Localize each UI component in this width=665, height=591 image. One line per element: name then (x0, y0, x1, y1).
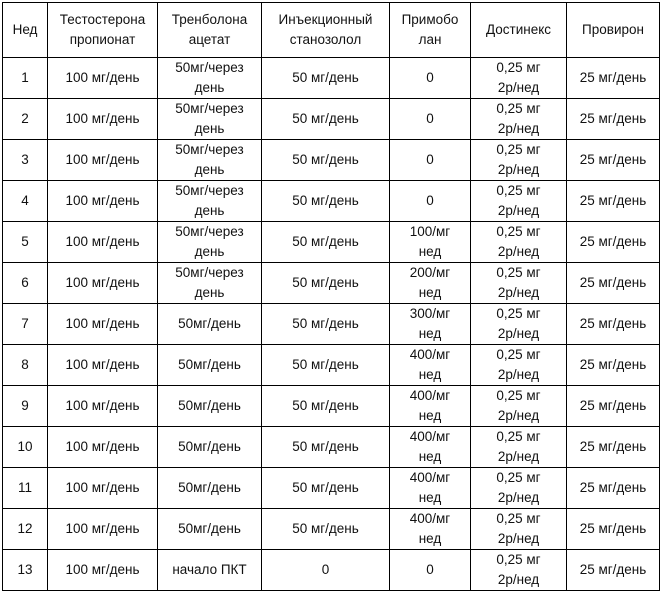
cell-injectable-stanozolol: 50 мг/день (262, 427, 390, 468)
cell-dostinex: 0,25 мг 2р/нед (471, 509, 567, 550)
table-row (3, 140, 660, 181)
cell-week: 1 (3, 58, 48, 99)
cell-trenbolone-acetate: 50мг/через день (158, 263, 262, 304)
cell-testosterone-propionate: 100 мг/день (48, 99, 158, 140)
header-trenbolone-acetate: Тренболона ацетат (158, 3, 262, 58)
cell-week: 2 (3, 99, 48, 140)
cell-week: 13 (3, 550, 48, 591)
cell-injectable-stanozolol: 50 мг/день (262, 468, 390, 509)
cell-dostinex: 0,25 мг 2р/нед (471, 345, 567, 386)
cell-dostinex: 0,25 мг 2р/нед (471, 468, 567, 509)
header-proviron: Провирон (567, 3, 660, 58)
cell-proviron: 25 мг/день (567, 58, 660, 99)
cell-dostinex: 0,25 мг 2р/нед (471, 99, 567, 140)
cell-primobolan: 200/мг нед (390, 263, 471, 304)
cell-dostinex: 0,25 мг 2р/нед (471, 550, 567, 591)
table-row (3, 181, 660, 222)
dosage-table (2, 2, 660, 591)
cell-week: 8 (3, 345, 48, 386)
cell-dostinex: 0,25 мг 2р/нед (471, 181, 567, 222)
header-week: Нед (3, 3, 48, 58)
cell-injectable-stanozolol: 50 мг/день (262, 99, 390, 140)
cell-week: 6 (3, 263, 48, 304)
cell-dostinex: 0,25 мг 2р/нед (471, 222, 567, 263)
header-row (3, 3, 660, 58)
cell-proviron: 25 мг/день (567, 263, 660, 304)
table-row (3, 58, 660, 99)
cell-primobolan: 400/мг нед (390, 345, 471, 386)
cell-injectable-stanozolol: 50 мг/день (262, 386, 390, 427)
cell-week: 7 (3, 304, 48, 345)
cell-week: 11 (3, 468, 48, 509)
cell-dostinex: 0,25 мг 2р/нед (471, 263, 567, 304)
cell-testosterone-propionate: 100 мг/день (48, 509, 158, 550)
cell-trenbolone-acetate: 50мг/день (158, 386, 262, 427)
table-row (3, 304, 660, 345)
cell-trenbolone-acetate: 50мг/через день (158, 99, 262, 140)
cell-injectable-stanozolol: 50 мг/день (262, 304, 390, 345)
cell-proviron: 25 мг/день (567, 304, 660, 345)
cell-proviron: 25 мг/день (567, 345, 660, 386)
cell-testosterone-propionate: 100 мг/день (48, 550, 158, 591)
cell-trenbolone-acetate: начало ПКТ (158, 550, 262, 591)
cell-injectable-stanozolol: 0 (262, 550, 390, 591)
cell-proviron: 25 мг/день (567, 99, 660, 140)
cell-trenbolone-acetate: 50мг/день (158, 509, 262, 550)
cell-dostinex: 0,25 мг 2р/нед (471, 386, 567, 427)
cell-injectable-stanozolol: 50 мг/день (262, 140, 390, 181)
header-primobolan: Примобо лан (390, 3, 471, 58)
cell-week: 4 (3, 181, 48, 222)
header-dostinex: Достинекс (471, 3, 567, 58)
table-row (3, 99, 660, 140)
table-body (3, 58, 660, 591)
cell-week: 12 (3, 509, 48, 550)
cell-proviron: 25 мг/день (567, 550, 660, 591)
cell-trenbolone-acetate: 50мг/день (158, 345, 262, 386)
cell-proviron: 25 мг/день (567, 509, 660, 550)
cell-trenbolone-acetate: 50мг/через день (158, 222, 262, 263)
cell-primobolan: 400/мг нед (390, 468, 471, 509)
cell-trenbolone-acetate: 50мг/через день (158, 181, 262, 222)
cell-primobolan: 0 (390, 550, 471, 591)
cell-week: 5 (3, 222, 48, 263)
table-row (3, 345, 660, 386)
cell-proviron: 25 мг/день (567, 386, 660, 427)
cell-primobolan: 0 (390, 58, 471, 99)
cell-testosterone-propionate: 100 мг/день (48, 58, 158, 99)
cell-proviron: 25 мг/день (567, 181, 660, 222)
cell-proviron: 25 мг/день (567, 222, 660, 263)
cell-primobolan: 100/мг нед (390, 222, 471, 263)
cell-testosterone-propionate: 100 мг/день (48, 140, 158, 181)
table-row (3, 509, 660, 550)
cell-primobolan: 0 (390, 99, 471, 140)
cell-proviron: 25 мг/день (567, 427, 660, 468)
cell-testosterone-propionate: 100 мг/день (48, 427, 158, 468)
cell-testosterone-propionate: 100 мг/день (48, 222, 158, 263)
cell-injectable-stanozolol: 50 мг/день (262, 345, 390, 386)
cell-dostinex: 0,25 мг 2р/нед (471, 140, 567, 181)
table-row (3, 468, 660, 509)
cell-injectable-stanozolol: 50 мг/день (262, 509, 390, 550)
cell-trenbolone-acetate: 50мг/день (158, 468, 262, 509)
cell-week: 10 (3, 427, 48, 468)
cell-testosterone-propionate: 100 мг/день (48, 181, 158, 222)
cell-primobolan: 400/мг нед (390, 386, 471, 427)
cell-injectable-stanozolol: 50 мг/день (262, 58, 390, 99)
cell-primobolan: 400/мг нед (390, 509, 471, 550)
cell-injectable-stanozolol: 50 мг/день (262, 181, 390, 222)
table-row (3, 550, 660, 591)
cell-primobolan: 0 (390, 181, 471, 222)
table-row (3, 386, 660, 427)
header-testosterone-propionate: Тестостерона пропионат (48, 3, 158, 58)
cell-trenbolone-acetate: 50мг/день (158, 304, 262, 345)
cell-week: 3 (3, 140, 48, 181)
cell-week: 9 (3, 386, 48, 427)
cell-primobolan: 0 (390, 140, 471, 181)
cell-dostinex: 0,25 мг 2р/нед (471, 58, 567, 99)
cell-primobolan: 300/мг нед (390, 304, 471, 345)
cell-testosterone-propionate: 100 мг/день (48, 263, 158, 304)
cell-trenbolone-acetate: 50мг/день (158, 427, 262, 468)
table-row (3, 222, 660, 263)
cell-testosterone-propionate: 100 мг/день (48, 345, 158, 386)
cell-injectable-stanozolol: 50 мг/день (262, 222, 390, 263)
cell-testosterone-propionate: 100 мг/день (48, 468, 158, 509)
cell-testosterone-propionate: 100 мг/день (48, 304, 158, 345)
cell-injectable-stanozolol: 50 мг/день (262, 263, 390, 304)
cell-testosterone-propionate: 100 мг/день (48, 386, 158, 427)
table-row (3, 427, 660, 468)
cell-dostinex: 0,25 мг 2р/нед (471, 427, 567, 468)
cell-trenbolone-acetate: 50мг/через день (158, 140, 262, 181)
cell-proviron: 25 мг/день (567, 140, 660, 181)
cell-trenbolone-acetate: 50мг/через день (158, 58, 262, 99)
header-injectable-stanozolol: Инъекционный станозолол (262, 3, 390, 58)
table-row (3, 263, 660, 304)
cell-dostinex: 0,25 мг 2р/нед (471, 304, 567, 345)
cell-primobolan: 400/мг нед (390, 427, 471, 468)
cell-proviron: 25 мг/день (567, 468, 660, 509)
